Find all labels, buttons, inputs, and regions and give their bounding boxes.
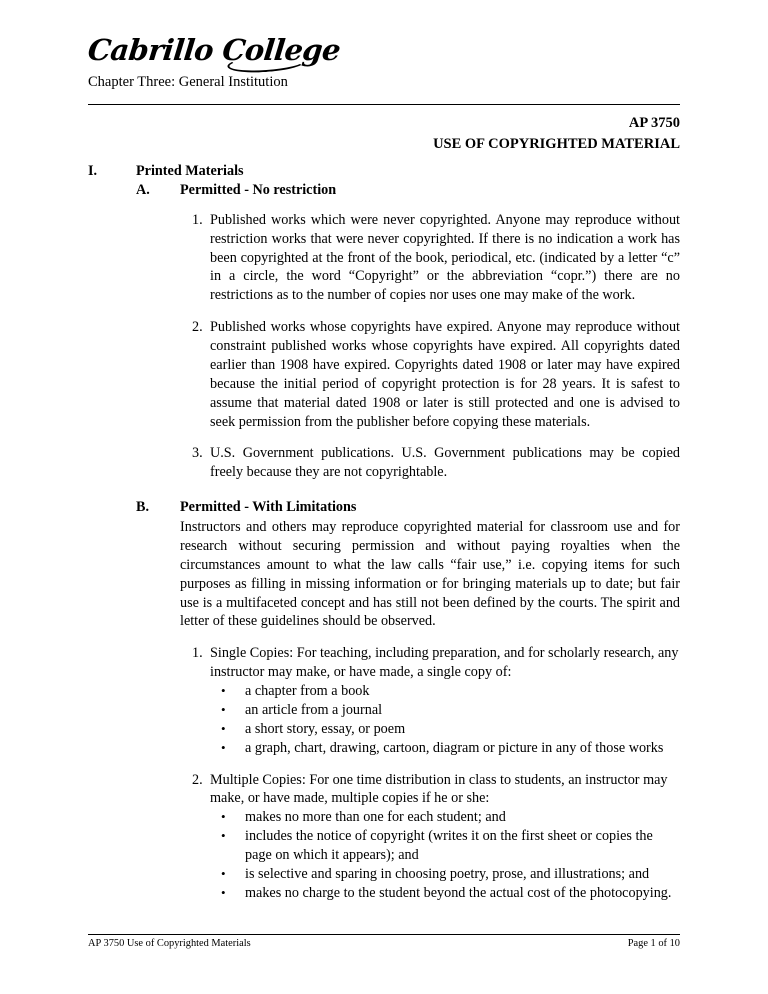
list-item [221,682,680,701]
footer-document-label: AP 3750 Use of Copyrighted Materials [88,938,251,949]
list-item [221,739,680,758]
footer-page-number: Page 1 of 10 [627,938,680,949]
bullet-list [210,682,680,758]
footer-divider [88,934,680,935]
bullet-icon: • [221,865,226,881]
list-item [221,701,680,720]
document-title-block [88,113,680,154]
bullet-icon: • [221,828,226,844]
page-footer [88,937,680,951]
list-item [192,444,680,482]
bullet-text: a graph, chart, drawing, cartoon, diagram or picture in any of those works [245,739,664,756]
policy-name: USE OF COPYRIGHTED MATERIAL [433,135,680,152]
cabrillo-college-logo: Cabrillo College [86,33,342,67]
list-item [192,318,680,431]
item-marker: 2. [192,771,203,788]
header-divider [88,104,680,105]
chapter-line: Chapter Three: General Institution [88,74,288,90]
item-text: Published works which were never copyrighted. Anyone may reproduce without restriction works that were never copyrighted. If there is no indication a work has been copyrighted at the front of the book, periodical, etc. (indicated by a letter “c” in a circle, the word “Copyright” or the abbreviation “copr.”) there are no restrictions as to the number of copies nor uses one may make of the work. [210,211,680,304]
subsection-b-marker: B. [136,499,150,516]
subsection-a-marker: A. [136,181,150,198]
bullet-list [210,808,680,902]
item-text: U.S. Government publications. U.S. Government publications may be copied freely because they are not copyrightable. [210,445,680,481]
subsection-heading-a [136,181,680,200]
bullet-icon: • [221,701,226,717]
item-marker: 1. [192,211,203,228]
item-lead-text: Single Copies: For teaching, including preparation, and for scholarly research, any instructor may make, or have made, a single copy of: [210,645,679,681]
document-body [88,162,680,903]
bullet-icon: • [221,720,226,736]
item-lead-text: Multiple Copies: For one time distribution in class to students, an instructor may make, or have made, multiple copies if he or she: [210,771,668,807]
bullet-text: includes the notice of copyright (writes it on the first sheet or copies the page on which it appears); and [245,828,653,863]
bullet-icon: • [221,809,226,825]
list-item [192,211,680,305]
bullet-text: an article from a journal [245,701,383,718]
item-body [210,771,680,903]
section-roman-label: Printed Materials [136,163,244,179]
list-item [192,771,680,903]
list-item [221,808,680,827]
subsection-heading-b [136,498,680,517]
bullet-icon: • [221,884,226,900]
list-item [192,644,680,757]
bullet-text: is selective and sparing in choosing poetry, prose, and illustrations; and [245,865,650,882]
section-roman-marker: I. [88,163,98,179]
page-header [86,33,680,91]
list-item [221,865,680,884]
subsection-a-label: Permitted - No restriction [180,181,337,198]
list-item [221,827,680,865]
item-marker: 2. [192,319,203,336]
subsection-b-label: Permitted - With Limitations [180,499,357,516]
list-item [221,884,680,903]
bullet-text: a short story, essay, or poem [245,720,406,737]
bullet-icon: • [221,683,226,698]
section-heading-roman [88,162,680,181]
bullet-text: makes no more than one for each student; and [245,809,506,826]
item-text: Published works whose copyrights have expired. Anyone may reproduce without constraint published works whose copyrights have expired. All copyrights dated earlier than 1908 have expired. Copyrights dated 1908 or later may have expired because the initial period of copyright protection is for 28 years. It is safest to assume that material dated 1908 or later is still protected and one is advised to seek permission from the publisher before copying these materials. [210,319,680,430]
subsection-b-intro: Instructors and others may reproduce copyrighted material for classroom use and for research without securing permission and without paying royalties when the circumstances amount to what the law calls “fair use,” i.e. copying items for such purposes as filling in missing information or for bringing materials up to date; but fair use is a multifaceted concept and has still not been defined by the courts. The spirit and letter of these guidelines should be observed. [180,519,680,630]
item-marker: 3. [192,445,203,462]
bullet-text: makes no charge to the student beyond the actual cost of the photocopying. [245,884,672,901]
bullet-text: a chapter from a book [245,683,370,699]
policy-code: AP 3750 [628,115,680,131]
item-body [210,644,680,757]
item-marker: 1. [192,645,203,662]
bullet-icon: • [221,739,226,755]
list-item [221,720,680,739]
